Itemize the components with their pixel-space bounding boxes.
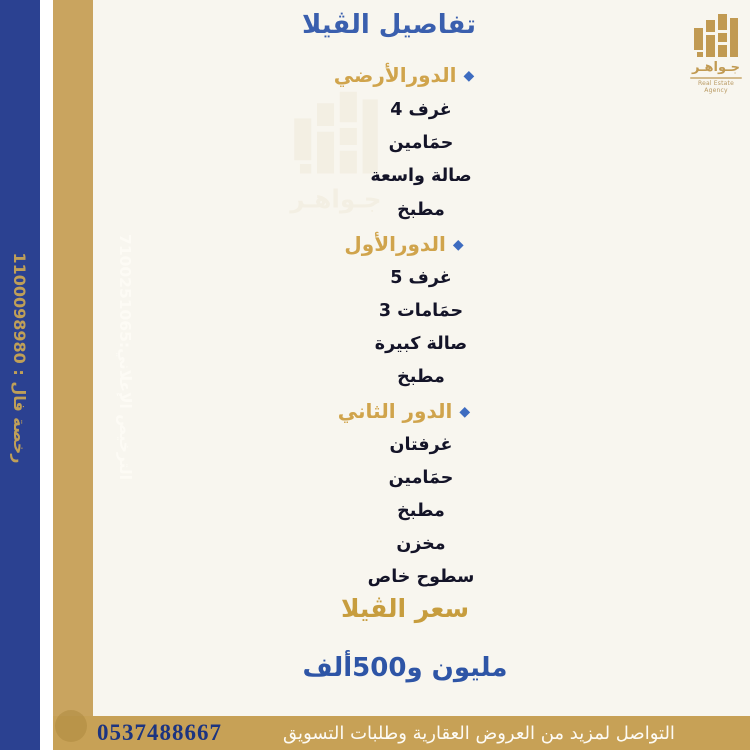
detail-item: حمَامين [388, 133, 454, 153]
section-header-label: الدور الثاني [337, 399, 453, 423]
diamond-bullet-icon: ◆ [463, 68, 475, 84]
ad-license-strip [53, 0, 134, 750]
diamond-bullet-icon: ◆ [459, 404, 471, 420]
detail-item: مطبخ [397, 367, 445, 387]
detail-item: 3 حمَامات [378, 301, 464, 321]
fal-license-text: رخصة فال : 1100098980 [10, 252, 30, 464]
ad-license-text: الترخيص الإعلاني:7100251065 [116, 234, 134, 480]
section-header-first-floor [75, 229, 733, 261]
price-label: سعر الڤيلا [340, 594, 470, 623]
detail-item: مخزن [396, 534, 446, 554]
section-header-ground-floor [75, 60, 733, 92]
page-title: تفاصيل الڤيلا [302, 10, 476, 40]
detail-item: غرفتان [389, 435, 453, 455]
price-value: مليون و500ألف [302, 653, 508, 683]
footer-bar [53, 716, 750, 750]
logo-tagline: Real Estate Agency [697, 80, 735, 94]
detail-item: 5 غرف [390, 268, 452, 288]
section-header-label: الدورالأول [344, 232, 446, 256]
strip-divider [40, 0, 53, 750]
fal-license-strip [0, 0, 40, 750]
detail-item: سطوح خاص [367, 567, 475, 587]
diamond-bullet-icon: ◆ [452, 237, 464, 253]
detail-item: صالة واسعة [370, 166, 472, 186]
detail-item: 4 غرف [390, 100, 452, 120]
section-header-label: الدورالأرضي [333, 63, 457, 87]
detail-item: صالة كبيرة [374, 334, 468, 354]
villa-details [92, 0, 750, 716]
phone-icon [55, 710, 87, 742]
logo-wordmark: جـواهـر [290, 186, 382, 216]
footer-message: التواصل لمزيد من العروض العقارية وطلبات التسويق [283, 722, 675, 744]
section-header-second-floor [75, 396, 733, 428]
phone-number: 0537488667 [97, 720, 222, 745]
detail-item: حمَامين [388, 468, 454, 488]
detail-item: مطبخ [397, 200, 445, 220]
logo-wordmark: جـواهـر [692, 60, 740, 75]
detail-item: مطبخ [397, 501, 445, 521]
